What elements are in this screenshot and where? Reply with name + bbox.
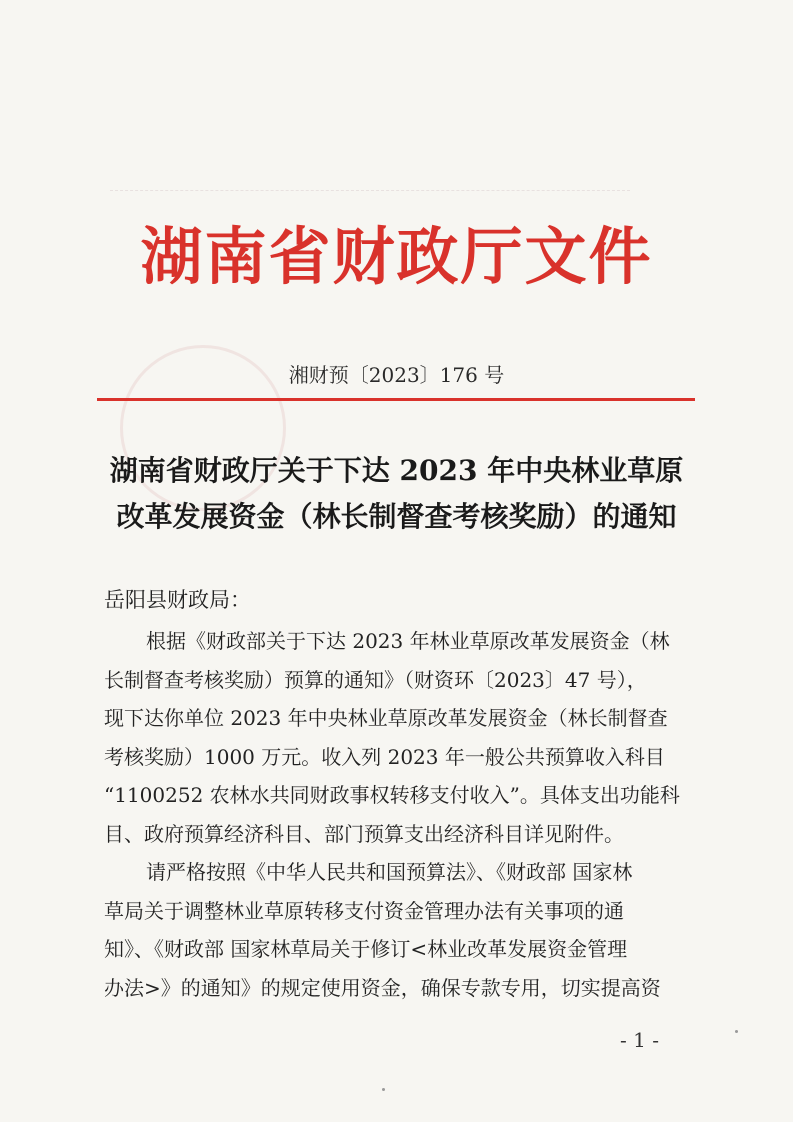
body-text [104, 622, 694, 1007]
document-number: 湘财预〔2023〕176 号 [288, 363, 505, 387]
notice-title [90, 448, 703, 540]
recipient: 岳阳县财政局： [104, 588, 251, 612]
paragraph-2 [104, 853, 694, 1007]
paragraph-line: 目、政府预算经济科目、部门预算支出经济科目详见附件。 [104, 821, 624, 846]
paragraph-line: 现下达你单位 2023 年中央林业草原改革发展资金（林长制督查 [104, 706, 668, 730]
paragraph-line: 考核奖励）1000 万元。收入列 2023 年一般公共预算收入科目 [104, 744, 665, 769]
notice-title-line-1: 湖南省财政厅关于下达 2023 年中央林业草原 [109, 454, 684, 487]
scan-speck [382, 1088, 385, 1091]
paragraph-line: 知》、《财政部 国家林草局关于修订<林业改革发展资金管理 [104, 937, 628, 961]
notice-title-line-2: 改革发展资金（林长制督查考核奖励）的通知 [116, 500, 677, 533]
paragraph-line: 长制督查考核奖励）预算的通知》（财资环〔2023〕47 号）， [104, 667, 647, 692]
red-divider-line [97, 398, 695, 401]
page-number: - 1 - [620, 1028, 659, 1052]
paragraph-line: 草局关于调整林业草原转移支付资金管理办法有关事项的通 [104, 898, 624, 923]
scan-speck [735, 1030, 738, 1033]
paragraph-line: 根据《财政部关于下达 2023 年林业草原改革发展资金（林 [146, 629, 670, 653]
paragraph-1 [104, 622, 694, 853]
paragraph-line: 请严格按照《中华人民共和国预算法》、《财政部 国家林 [146, 860, 633, 884]
document-header-title: 湖南省财政厅文件 [140, 220, 653, 293]
paragraph-line: “1100252 农林水共同财政事权转移支付收入”。具体支出功能科 [104, 783, 680, 807]
faint-header-marks [110, 190, 630, 201]
paragraph-line: 办法>》的通知》的规定使用资金，确保专款专用，切实提高资 [104, 975, 661, 1000]
